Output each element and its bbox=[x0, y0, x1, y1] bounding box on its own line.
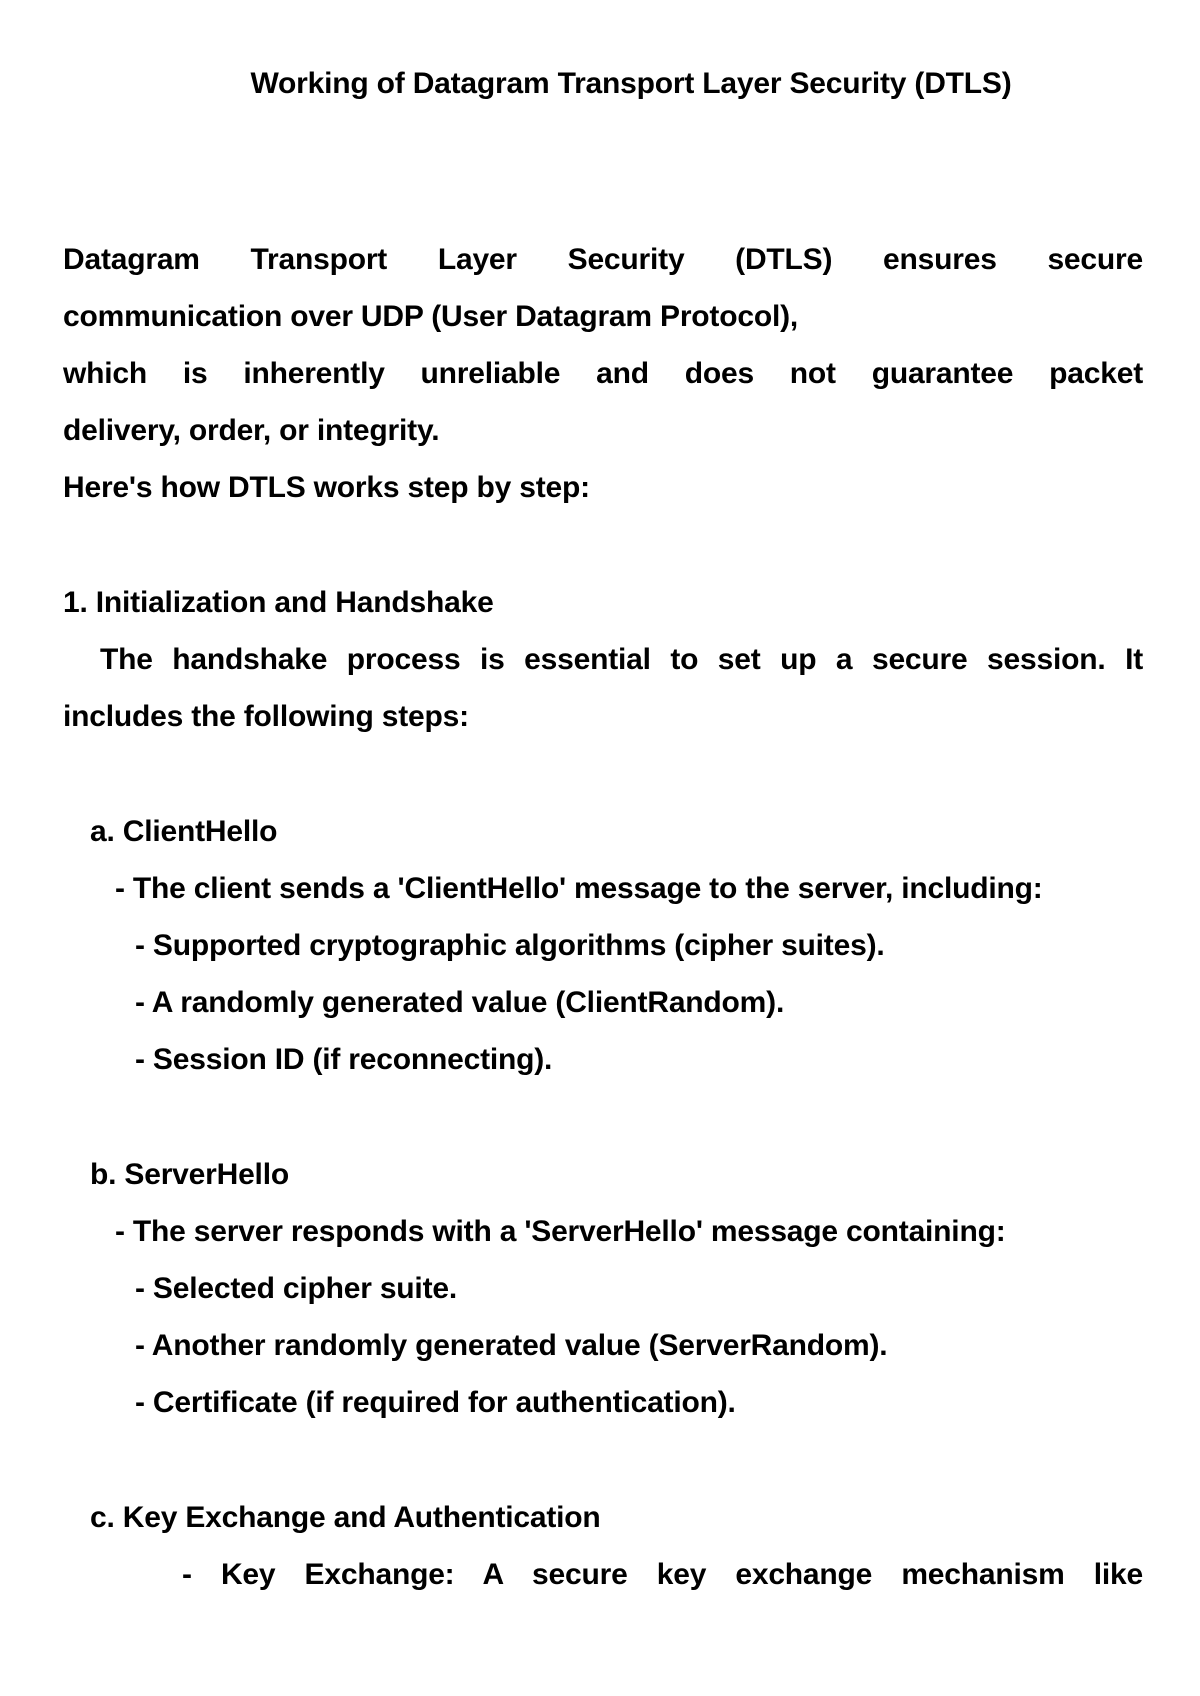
section-heading-handshake: 1. Initialization and Handshake bbox=[63, 586, 494, 619]
intro-line-1: Datagram Transport Layer Security (DTLS) ensures secure bbox=[63, 243, 1143, 276]
subheading-server-hello: b. ServerHello bbox=[90, 1158, 289, 1191]
intro-line-4: delivery, order, or integrity. bbox=[63, 414, 440, 447]
server-hello-item: - Another randomly generated value (ServerRandom). bbox=[135, 1329, 888, 1362]
section-paragraph-line-2: includes the following steps: bbox=[63, 700, 469, 733]
client-hello-item: - A randomly generated value (ClientRandom). bbox=[135, 986, 785, 1019]
intro-line-3: which is inherently unreliable and does not guarantee packet bbox=[63, 357, 1143, 390]
section-paragraph-line-1: The handshake process is essential to set up a secure session. It bbox=[100, 643, 1143, 676]
client-hello-item: - Session ID (if reconnecting). bbox=[135, 1043, 553, 1076]
key-exchange-line-1: - Key Exchange: A secure key exchange mechanism like bbox=[182, 1558, 1143, 1591]
intro-line-5: Here's how DTLS works step by step: bbox=[63, 471, 590, 504]
document-title: Working of Datagram Transport Layer Security (DTLS) bbox=[250, 67, 1012, 100]
client-hello-lead: - The client sends a 'ClientHello' message to the server, including: bbox=[115, 872, 1043, 905]
subheading-key-exchange: c. Key Exchange and Authentication bbox=[90, 1501, 601, 1534]
server-hello-lead: - The server responds with a 'ServerHello' message containing: bbox=[115, 1215, 1006, 1248]
client-hello-item: - Supported cryptographic algorithms (cipher suites). bbox=[135, 929, 885, 962]
server-hello-item: - Certificate (if required for authentication). bbox=[135, 1386, 736, 1419]
intro-line-2: communication over UDP (User Datagram Protocol), bbox=[63, 300, 799, 333]
subheading-client-hello: a. ClientHello bbox=[90, 815, 278, 848]
server-hello-item: - Selected cipher suite. bbox=[135, 1272, 457, 1305]
